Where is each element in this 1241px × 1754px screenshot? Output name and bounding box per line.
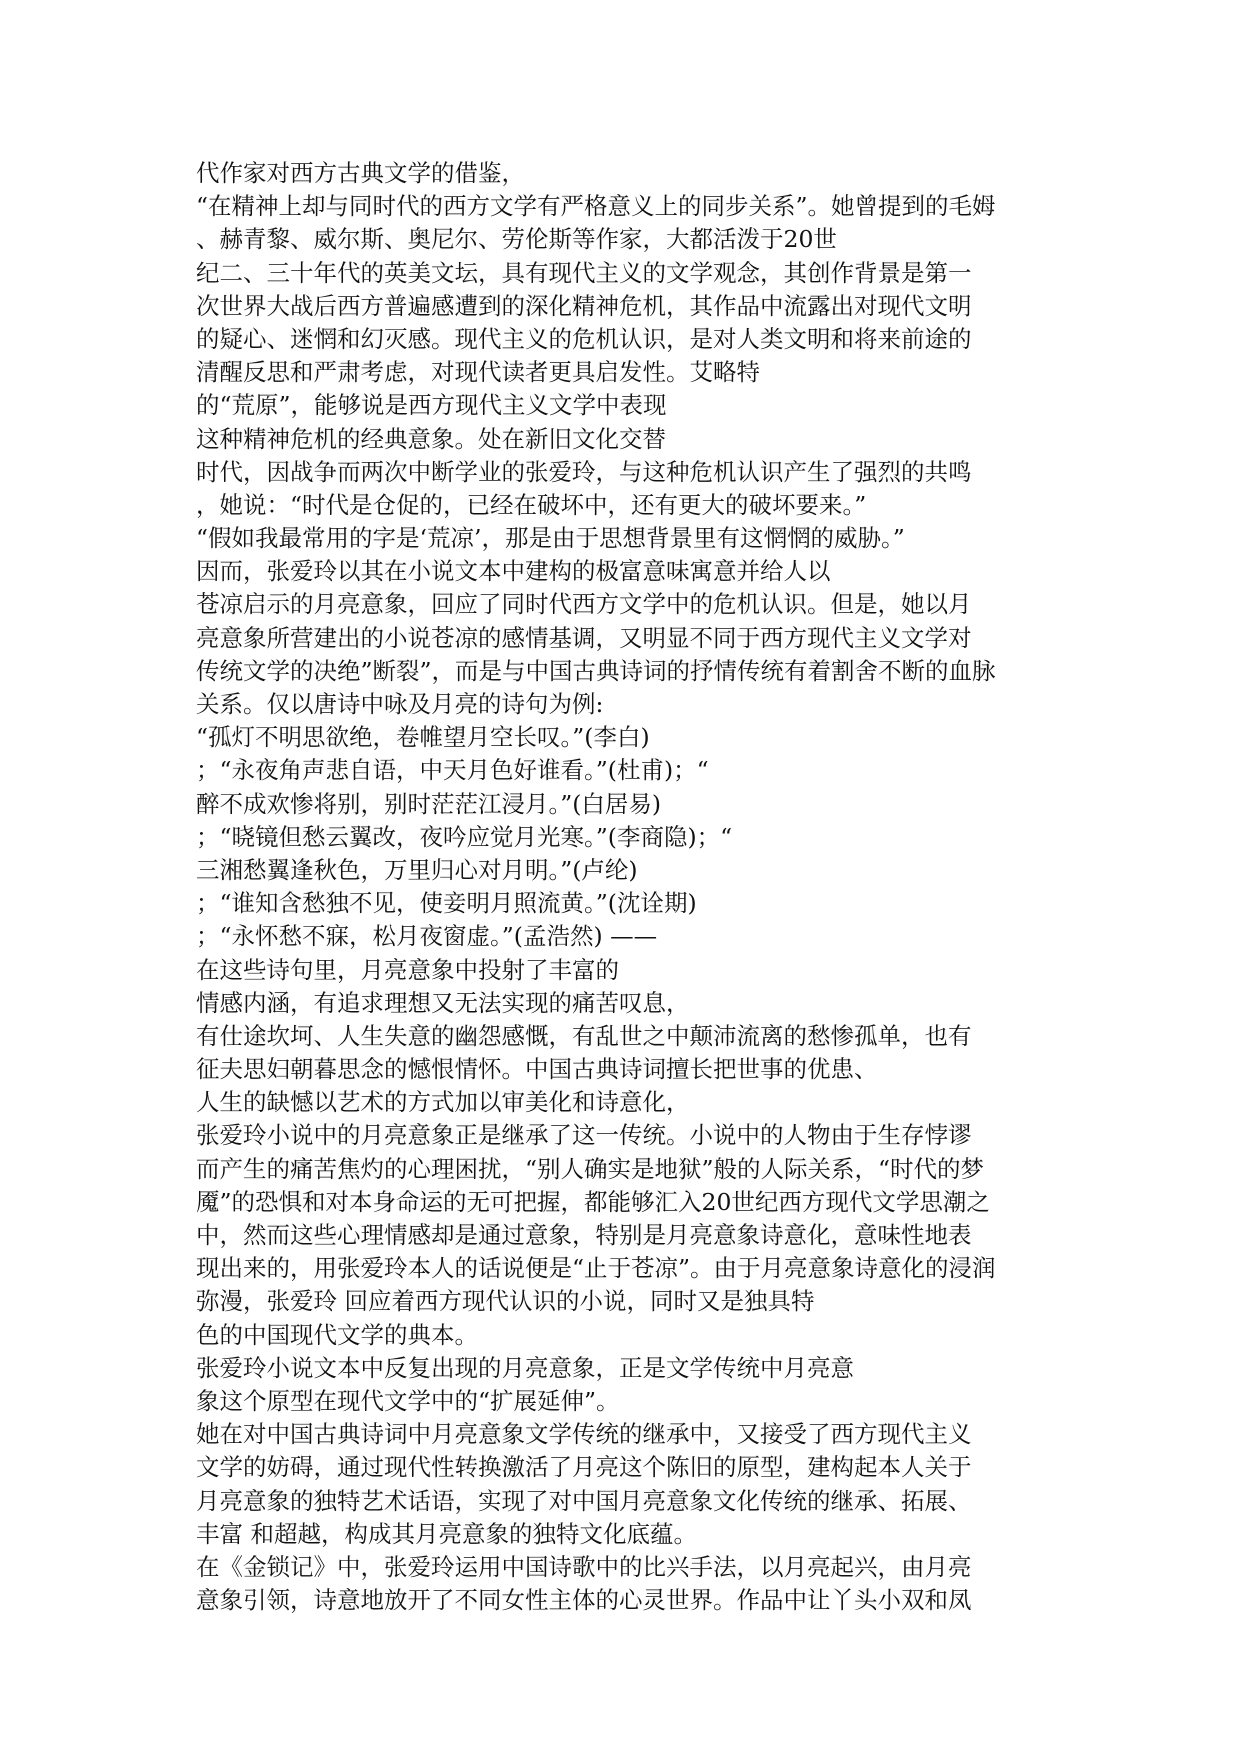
text-line: 的疑心、迷惘和幻灭感。现代主义的危机认识，是对人类文明和将来前途的 — [196, 324, 972, 353]
text-line: 因而，张爱玲以其在小说文本中建构的极富意味寓意并给人以 — [196, 557, 831, 586]
text-line: 象这个原型在现代文学中的“扩展延伸”。 — [196, 1386, 620, 1415]
text-line: 张爱玲小说文本中反复出现的月亮意象，正是文学传统中月亮意 — [196, 1353, 854, 1382]
text-line: 在《金锁记》中，张爱玲运用中国诗歌中的比兴手法，以月亮起兴，由月亮 — [196, 1552, 972, 1581]
text-line: 这种精神危机的经典意象。处在新旧文化交替 — [196, 424, 666, 453]
text-line: 情感内涵，有追求理想又无法实现的痛苦叹息， — [196, 988, 690, 1017]
text-line: 意象引领，诗意地放开了不同女性主体的心灵世界。作品中让丫头小双和凤 — [196, 1586, 972, 1615]
text-line: 丰富 和超越，构成其月亮意象的独特文化底蕴。 — [196, 1519, 697, 1548]
text-line: 文学的妨碍，通过现代性转换激活了月亮这个陈旧的原型，建构起本人关于 — [196, 1453, 972, 1482]
poem-line: “孤灯不明思欲绝，卷帷望月空长叹。”(李白) — [196, 723, 650, 752]
poem-line: 三湘愁翼逢秋色，万里归心对月明。”(卢纶) — [196, 855, 638, 884]
text-line: ，她说：“时代是仓促的，已经在破坏中，还有更大的破坏要来。” — [196, 490, 867, 519]
text-line: 人生的缺憾以艺术的方式加以审美化和诗意化， — [196, 1088, 690, 1117]
poem-line: ；“永夜角声悲自语，中天月色好谁看。”(杜甫)；“ — [196, 756, 709, 785]
text-line: 而产生的痛苦焦灼的心理困扰，“别人确实是地狱”般的人际关系，“时代的梦 — [196, 1154, 985, 1183]
text-line: 弥漫，张爱玲 回应着西方现代认识的小说，同时又是独具特 — [196, 1287, 815, 1316]
text-line: 在这些诗句里，月亮意象中投射了丰富的 — [196, 955, 619, 984]
text-line: 亮意象所营建出的小说苍凉的感情基调，又明显不同于西方现代主义文学对 — [196, 623, 972, 652]
text-line: 色的中国现代文学的典本。 — [196, 1320, 478, 1349]
text-line: 、赫青黎、威尔斯、奥尼尔、劳伦斯等作家，大都活泼于20世 — [196, 225, 837, 254]
text-line: “在精神上却与同时代的西方文学有严格意义上的同步关系”。她曾提到的毛姆 — [196, 192, 996, 221]
text-line: 征夫思妇朝暮思念的憾恨情怀。中国古典诗词擅长把世事的优患、 — [196, 1055, 878, 1084]
poem-line: 醉不成欢惨将别，别时茫茫江浸月。”(白居易) — [196, 789, 662, 818]
text-line: 关系。仅以唐诗中咏及月亮的诗句为例: — [196, 690, 604, 718]
text-line: 中，然而这些心理情感却是通过意象，特别是月亮意象诗意化，意味性地表 — [196, 1221, 972, 1249]
text-line: 纪二、三十年代的英美文坛，具有现代主义的文学观念，其创作背景是第一 — [196, 258, 972, 287]
text-line: 清醒反思和严肃考虑，对现代读者更具启发性。艾略特 — [196, 358, 760, 387]
text-line: 月亮意象的独特艺术话语，实现了对中国月亮意象文化传统的继承、拓展、 — [196, 1486, 972, 1515]
poem-line: ；“谁知含愁独不见，使妾明月照流黄。”(沈诠期) — [196, 889, 697, 918]
poem-line: ；“晓镜但愁云翼改，夜吟应觉月光寒。”(李商隐)；“ — [196, 822, 733, 851]
text-line: 苍凉启示的月亮意象，回应了同时代西方文学中的危机认识。但是，她以月 — [196, 590, 972, 619]
text-line: 次世界大战后西方普遍感遭到的深化精神危机，其作品中流露出对现代文明 — [196, 291, 972, 320]
body-text — [196, 157, 1076, 1617]
text-line: 传统文学的决绝”断裂”，而是与中国古典诗词的抒情传统有着割舍不断的血脉 — [196, 656, 996, 685]
text-line: 现出来的，用张爱玲本人的话说便是“止于苍凉”。由于月亮意象诗意化的浸润 — [196, 1254, 996, 1283]
text-line: 时代，因战争而两次中断学业的张爱玲，与这种危机认识产生了强烈的共鸣 — [196, 457, 972, 486]
text-line: 她在对中国古典诗词中月亮意象文学传统的继承中，又接受了西方现代主义 — [196, 1420, 972, 1449]
text-line: 有仕途坎坷、人生失意的幽怨感慨，有乱世之中颠沛流离的愁惨孤单，也有 — [196, 1021, 972, 1050]
text-line: 张爱玲小说中的月亮意象正是继承了这一传统。小说中的人物由于生存悖谬 — [196, 1121, 972, 1150]
text-line: 的“荒原”，能够说是西方现代主义文学中表现 — [196, 391, 667, 420]
text-line: “假如我最常用的字是‘荒凉’，那是由于思想背景里有这惘惘的威胁。” — [196, 524, 905, 553]
poem-line: ；“永怀愁不寐，松月夜窗虚。”(孟浩然) —— — [196, 922, 658, 951]
text-line: 魇”的恐惧和对本身命运的无可把握，都能够汇入20世纪西方现代文学思潮之 — [196, 1187, 990, 1216]
text-line: 代作家对西方古典文学的借鉴， — [196, 159, 525, 187]
